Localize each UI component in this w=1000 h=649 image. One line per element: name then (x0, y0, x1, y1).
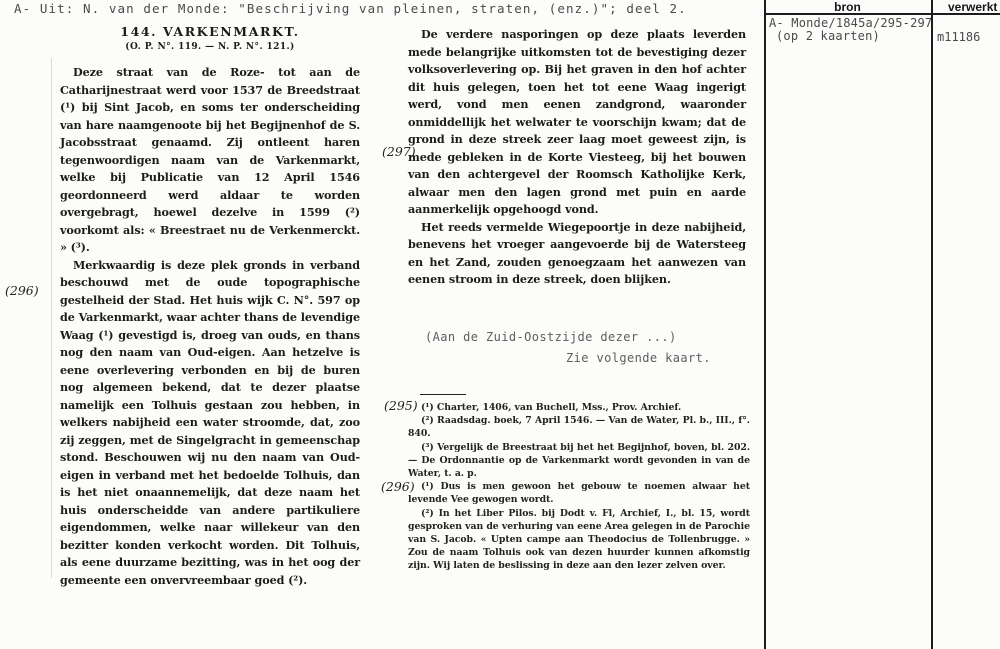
right-text-column (408, 26, 746, 289)
paragraph: Het reeds vermelde Wiegepoortje in deze nabijheid, benevens het vroeger aangevoerde bij de Watersteeg en het Zand, zouden genoegzaam het aanwezen van eenen stroom in deze streek, doen blijken. (408, 219, 746, 286)
article-subtitle: (O. P. N°. 119. — N. P. N°. 121.) (125, 42, 295, 52)
footnotes-block (408, 401, 750, 573)
bron-value-line2: (op 2 kaarten) (776, 29, 880, 43)
margin-page-ref-296-left: (296) (5, 283, 39, 298)
bron-value-line1: A- Monde/1845a/295-297 (769, 16, 933, 30)
verwerkt-value: m11186 (937, 30, 981, 44)
scan-fold-line (51, 58, 52, 578)
footnote: (¹) Charter, 1406, van Buchell, Mss., Prov. Archief. (421, 402, 682, 413)
margin-page-ref-296-footnotes: (296) (381, 479, 415, 494)
table-border-left (764, 0, 766, 649)
margin-page-ref-295-footnotes: (295) (384, 398, 418, 413)
column-header-verwerkt: verwerkt (948, 0, 998, 14)
article-title: 144. VARKENMARKT. (120, 24, 300, 39)
footnote: (³) Vergelijk de Breestraat bij het het Begijnhof, boven, bl. 202. — De Ordonnantie op de Varkenmarkt wordt gevonden in van de Water, t. a. p. (408, 441, 750, 480)
footnote: (¹) Dus is men gewoon het gebouw te noemen alwaar het levende Vee gewogen wordt. (408, 481, 750, 506)
footnote-separator (420, 394, 466, 395)
paragraph: De verdere nasporingen op deze plaats leverden mede belangrijke uitkomsten tot de bevestiging dezer volksoverlevering op. Bij het graven in den hof achter dit huis gelegen, toen het tot eene Waag ingerigt werd, vond men eenen zandgrond, waaronder onmiddellijk het welwater te voorschijn kwam; dat de grond in deze streek zeer laag moet geweest zijn, is mede gebleken in de Korte Viesteeg, bij het bouwen van den achtergevel der Roomsch Katholijke Kerk, alwaar men den lagen grond met puin en aarde aanmerkelijk opgehoogd vond. (408, 27, 746, 216)
footnote: (²) Raadsdag. boek, 7 April 1546. — Van de Water, Pl. b., III., f°. 840. (408, 415, 750, 440)
article-heading (60, 24, 360, 52)
paragraph: Merkwaardig is deze plek gronds in verband beschouwd met de oude topographische gestelheid der Stad. Het huis wijk C. N°. 597 op de Varkenmarkt, waar achter thans de levendige Waag (¹) gevestigd is, droeg van ouds, en thans nog den naam van Oud-eigen. Aan hetzelve is eene overlevering verbonden en bij de buren nog algemeen bekend, dat te dezer plaatse namelijk een Tolhuis gestaan zou hebben, in welkers nabijheid een water stroomde, dat, zoo zij zeggen, met de Singelgracht in gemeenschap stond. Beschouwen wij nu den naam van Oud-eigen in verband met het bedoelde Tolhuis, dan is het niet onaannemelijk, dat deze naam het huis onderscheidde van andere partikuliere eigendommen, welke naar willekeur van den bezitter konden verkocht worden. Dit Tolhuis, als eene duurzame bezitting, was in het oog der gemeente een onvervreembaar goed (²). (60, 257, 360, 587)
typed-annotation-reference: Zie volgende kaart. (566, 351, 711, 365)
column-header-bron: bron (834, 0, 861, 14)
left-text-column (60, 64, 360, 589)
typed-source-citation: A- Uit: N. van der Monde: "Beschrijving van pleinen, straten, (enz.)"; deel 2. (14, 1, 687, 16)
table-border-middle (931, 0, 933, 649)
paragraph: Deze straat van de Roze- tot aan de Catharijnestraat werd voor 1537 de Breedstraat (¹) bij Sint Jacob, en soms ter onderscheiding van hare naamgenoote bij het Begijnenhof de S. Jacobsstraat genaamd. Zij ontleent haren tegenwoordigen naam van de Varkenmarkt, welke bij Publicatie van 12 April 1546 geordonneerd werd aldaar te worden overgebragt, hoewel dezelve in 1599 (²) voorkomt als: « Breestraet nu de Verkenmerckt. » (³). (60, 65, 360, 254)
footnote: (²) In het Liber Pilos. bij Dodt v. Fl, Archief, I., bl. 15, wordt gesproken van de verhuring van eene Area gelegen in de Parochie van S. Jacob. « Upten campe aan Theodocius de Tollenbrugge. » Zou de naam Tolhuis ook van dezen huurder kunnen afkomstig zijn. Wij laten de beslissing in deze aan den lezer zelven over. (408, 507, 750, 572)
margin-page-ref-297: (297) (382, 144, 416, 159)
typed-annotation-note: (Aan de Zuid-Oostzijde dezer ...) (425, 330, 677, 344)
